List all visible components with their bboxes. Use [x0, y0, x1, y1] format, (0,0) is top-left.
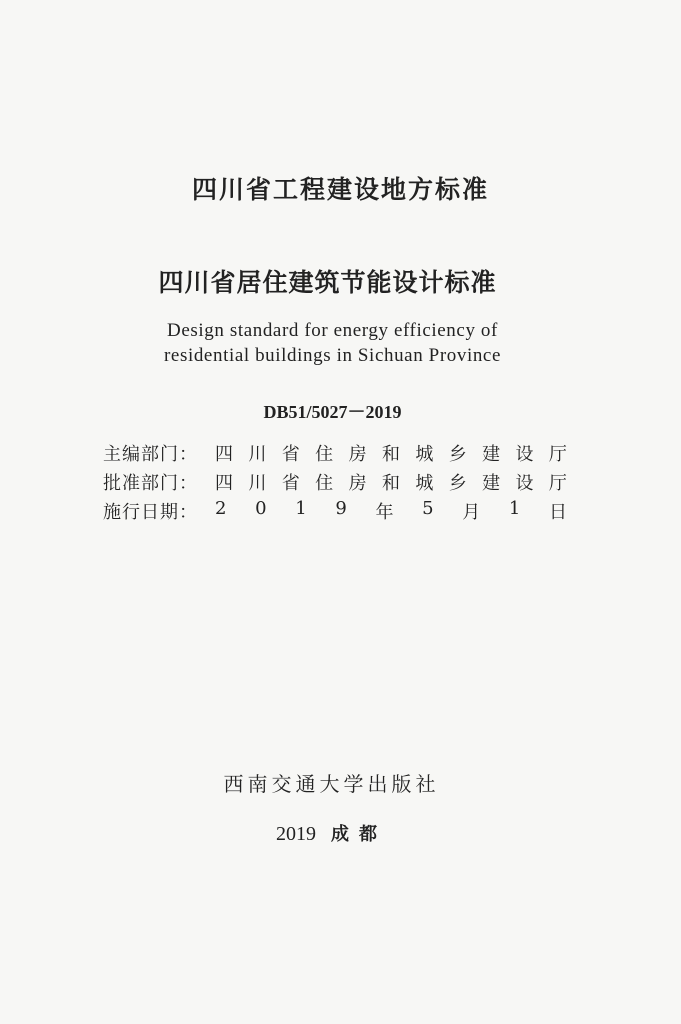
date-char: 2 — [215, 497, 227, 519]
editor-char: 设 — [515, 443, 534, 465]
editor-char: 建 — [482, 443, 501, 465]
editor-value — [215, 440, 567, 466]
effective-date-label: 施行日期： — [103, 501, 198, 523]
publication-city: 成都 — [331, 824, 387, 845]
date-char: 0 — [255, 497, 267, 519]
approver-char: 川 — [248, 472, 267, 494]
editor-char: 四 — [215, 443, 233, 465]
standard-code: DB51/5027－2019 — [263, 402, 402, 422]
date-char: 日 — [548, 501, 567, 523]
date-char: 5 — [422, 497, 434, 519]
date-char: 月 — [462, 501, 481, 523]
effective-date-row — [103, 496, 573, 525]
approver-char: 四 — [215, 472, 233, 494]
approver-char: 厅 — [548, 472, 567, 494]
editor-char: 省 — [281, 443, 300, 465]
approver-row — [103, 467, 573, 496]
approver-char: 设 — [515, 472, 534, 494]
series-title: 四川省工程建设地方标准 — [191, 175, 489, 204]
date-char: 年 — [375, 501, 394, 523]
approver-char: 房 — [348, 472, 367, 494]
editor-char: 和 — [381, 443, 400, 465]
english-title-line-1: Design standard for energy efficiency of — [167, 320, 498, 341]
editor-label: 主编部门： — [103, 443, 198, 465]
approver-char: 城 — [415, 472, 434, 494]
editor-char: 住 — [315, 443, 334, 465]
approver-char: 省 — [281, 472, 300, 494]
date-char: 9 — [335, 497, 347, 519]
publication-line — [0, 820, 663, 846]
effective-date-value — [215, 498, 567, 524]
approver-char: 建 — [482, 472, 501, 494]
editor-char: 房 — [348, 443, 367, 465]
approver-label: 批准部门： — [103, 472, 198, 494]
editor-char: 川 — [248, 443, 267, 465]
document-title-chinese: 四川省居住建筑节能设计标准 — [158, 268, 497, 297]
english-title-line-2: residential buildings in Sichuan Province — [164, 345, 501, 366]
publication-year: 2019 — [276, 823, 316, 845]
date-char: 1 — [295, 497, 307, 519]
date-char: 1 — [508, 497, 521, 519]
issuance-info — [103, 438, 573, 525]
approver-char: 住 — [315, 472, 334, 494]
document-title-english — [0, 318, 665, 368]
publisher-name: 西南交通大学出版社 — [223, 772, 440, 796]
editor-char: 厅 — [548, 443, 567, 465]
editor-char: 城 — [415, 443, 434, 465]
approver-char: 和 — [381, 472, 400, 494]
editor-row — [103, 438, 573, 467]
approver-value — [215, 469, 567, 495]
approver-char: 乡 — [448, 472, 467, 494]
editor-char: 乡 — [448, 443, 467, 465]
